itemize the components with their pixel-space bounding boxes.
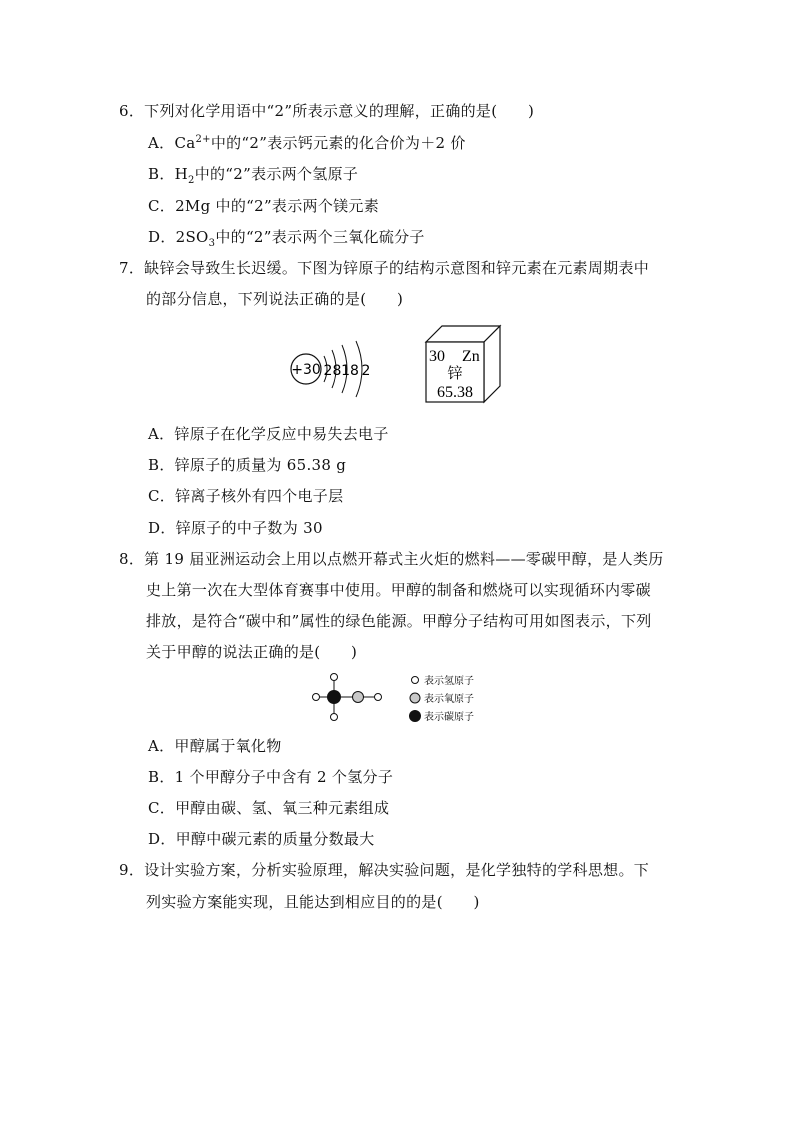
oxygen-legend-icon bbox=[410, 693, 420, 703]
q8-stem-line2: 史上第一次在大型体育赛事中使用。甲醇的制备和燃烧可以实现循环内零碳 bbox=[146, 581, 651, 599]
q7-option-b: B．锌原子的质量为 65.38 g bbox=[148, 456, 347, 474]
q7-option-c: C．锌离子核外有四个电子层 bbox=[148, 487, 344, 505]
option-text: 中的“2”表示两个三氧化硫分子 bbox=[215, 228, 425, 246]
calcium-ion: Ca bbox=[174, 134, 196, 152]
q8-stem-line4: 关于甲醇的说法正确的是( ) bbox=[146, 643, 358, 661]
q7-option-d: D．锌原子的中子数为 30 bbox=[148, 519, 323, 537]
element-symbol: Zn bbox=[462, 348, 480, 365]
shell-electrons-3: 18 bbox=[341, 363, 359, 379]
hydrogen-atom bbox=[331, 714, 338, 721]
formula-subscript: 3 bbox=[208, 238, 216, 249]
q7-stem-line2: 的部分信息，下列说法正确的是( ) bbox=[146, 290, 404, 308]
q9-stem-line1: 9．设计实验方案，分析实验原理，解决实验问题，是化学独特的学科思想。下 bbox=[119, 861, 650, 879]
q8-stem-line3: 排放，是符合“碳中和”属性的绿色能源。甲醇分子结构可用如图表示，下列 bbox=[146, 612, 652, 630]
q6-stem: 6．下列对化学用语中“2”所表示意义的理解，正确的是( ) bbox=[119, 102, 535, 120]
hydrogen-legend-icon bbox=[412, 677, 419, 684]
q8-option-d: D．甲醇中碳元素的质量分数最大 bbox=[148, 830, 375, 848]
atomic-number: 30 bbox=[429, 348, 445, 365]
methanol-molecule-model bbox=[308, 670, 388, 724]
q8-option-b: B．1 个甲醇分子中含有 2 个氢分子 bbox=[148, 768, 394, 786]
hydrogen-atom bbox=[375, 694, 382, 701]
hydrogen-atom bbox=[331, 674, 338, 681]
option-letter: D． bbox=[148, 228, 176, 246]
shell-electrons-1: 2 bbox=[323, 363, 333, 379]
carbon-legend-icon bbox=[409, 710, 421, 722]
carbon-atom bbox=[327, 690, 341, 704]
zinc-atom-diagram bbox=[286, 336, 386, 402]
molecule-legend bbox=[408, 672, 488, 726]
q8-option-c: C．甲醇由碳、氢、氧三种元素组成 bbox=[148, 799, 390, 817]
shell-electrons-2: 8 bbox=[332, 363, 342, 379]
q8-option-a: A．甲醇属于氧化物 bbox=[148, 737, 282, 755]
q6-option-b bbox=[148, 164, 358, 184]
option-text: 中的“2”表示两个氢原子 bbox=[194, 165, 359, 183]
q6-option-a bbox=[148, 133, 466, 153]
hydrogen-atom bbox=[313, 694, 320, 701]
q6-option-d bbox=[148, 227, 425, 247]
q6-option-c: C．2Mg 中的“2”表示两个镁元素 bbox=[148, 197, 380, 215]
so3-formula: 2SO bbox=[175, 228, 209, 246]
shell-electrons-4: 2 bbox=[361, 363, 371, 379]
oxygen-atom bbox=[353, 692, 364, 703]
oxygen-legend-label: 表示氧原子 bbox=[424, 694, 474, 705]
element-name: 锌 bbox=[447, 364, 463, 382]
hydrogen-legend-label: 表示氢原子 bbox=[424, 676, 474, 687]
nucleus-charge: +30 bbox=[291, 362, 321, 378]
carbon-legend-label: 表示碳原子 bbox=[424, 712, 474, 723]
ion-charge: 2+ bbox=[195, 134, 211, 145]
atomic-mass: 65.38 bbox=[437, 384, 473, 401]
option-text: 中的“2”表示钙元素的化合价为＋2 价 bbox=[210, 134, 466, 152]
q8-stem-line1: 8．第 19 届亚洲运动会上用以点燃开幕式主火炬的燃料——零碳甲醇，是人类历 bbox=[119, 550, 664, 568]
q7-option-a: A．锌原子在化学反应中易失去电子 bbox=[148, 425, 389, 443]
q9-stem-line2: 列实验方案能实现，且能达到相应目的的是( ) bbox=[146, 893, 480, 911]
zinc-periodic-tile bbox=[422, 322, 504, 406]
hydrogen-formula: H bbox=[174, 165, 189, 183]
q7-stem-line1: 7．缺锌会导致生长迟缓。下图为锌原子的结构示意图和锌元素在元素周期表中 bbox=[119, 259, 650, 277]
option-letter: A． bbox=[148, 134, 175, 152]
option-letter: B． bbox=[148, 165, 175, 183]
formula-subscript: 2 bbox=[188, 175, 195, 186]
